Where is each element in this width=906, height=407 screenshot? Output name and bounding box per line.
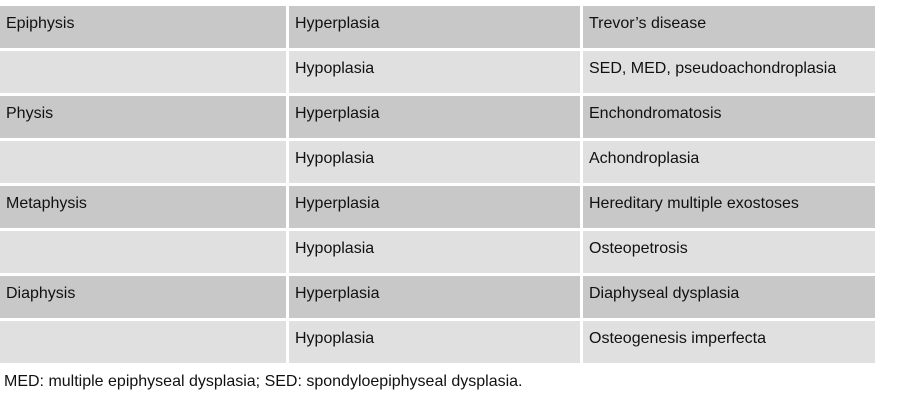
- type-cell: Hypoplasia: [289, 51, 580, 93]
- type-cell: Hyperplasia: [289, 96, 580, 138]
- example-cell: Achondroplasia: [583, 141, 875, 183]
- dysplasia-table: [0, 6, 875, 363]
- type-cell: Hyperplasia: [289, 186, 580, 228]
- example-cell: Diaphyseal dysplasia: [583, 276, 875, 318]
- type-cell: Hypoplasia: [289, 231, 580, 273]
- example-cell: Enchondromatosis: [583, 96, 875, 138]
- example-cell: Trevor’s disease: [583, 6, 875, 48]
- site-cell: Diaphysis: [0, 276, 286, 318]
- type-cell: Hyperplasia: [289, 6, 580, 48]
- example-cell: SED, MED, pseudoachondroplasia: [583, 51, 875, 93]
- site-cell: Physis: [0, 96, 286, 138]
- site-cell: Metaphysis: [0, 186, 286, 228]
- table-footnote: MED: multiple epiphyseal dysplasia; SED: spondyloepiphyseal dysplasia.: [4, 373, 523, 390]
- example-cell: Osteopetrosis: [583, 231, 875, 273]
- example-cell: Hereditary multiple exostoses: [583, 186, 875, 228]
- type-cell: Hypoplasia: [289, 141, 580, 183]
- type-cell: Hypoplasia: [289, 321, 580, 363]
- site-cell: [0, 321, 286, 363]
- site-cell: [0, 231, 286, 273]
- site-cell: [0, 141, 286, 183]
- example-cell: Osteogenesis imperfecta: [583, 321, 875, 363]
- type-cell: Hyperplasia: [289, 276, 580, 318]
- site-cell: [0, 51, 286, 93]
- site-cell: Epiphysis: [0, 6, 286, 48]
